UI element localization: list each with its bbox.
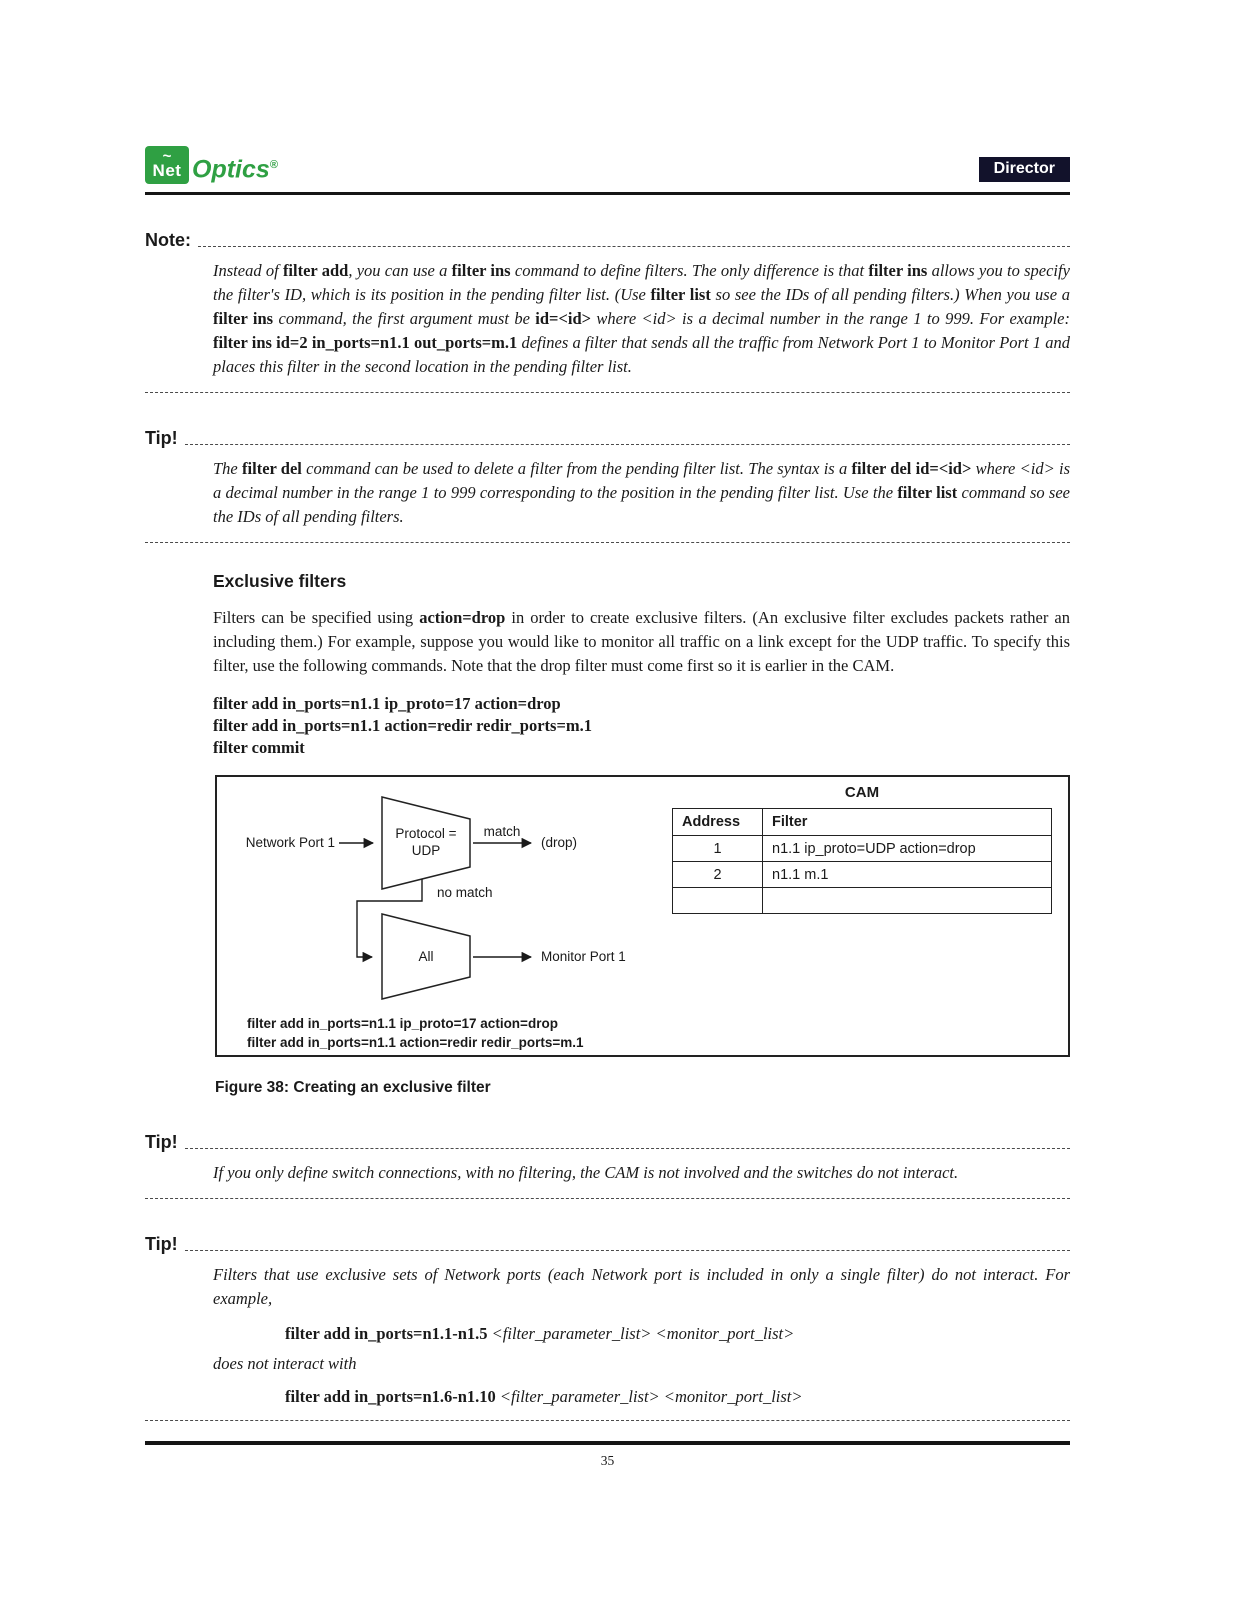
trapezoid1-label-line2: UDP (411, 843, 441, 858)
cam-cell-filter-3 (763, 888, 1052, 914)
no-match-label: no match (437, 885, 493, 900)
cam-header-filter: Filter (763, 809, 1052, 836)
table-row (673, 862, 1052, 888)
figure-command-line: filter add in_ports=n1.1 action=redir redir_ports=m.1 (247, 1035, 584, 1050)
exclusive-filters-paragraph: Filters can be specified using action=drop in order to create exclusive filters. (An exclusive filter excludes packets rather an including them.) For example, suppose you would like to monitor all traffic on a link except for the UDP traffic. To specify this filter, use the following commands. Note that the drop filter must come first so it is earlier in the CAM. (213, 608, 1071, 675)
command-line: filter add in_ports=n1.1 ip_proto=17 action=drop (213, 694, 561, 713)
figure-caption: Figure 38: Creating an exclusive filter (215, 1079, 491, 1096)
note-head-line (198, 246, 1070, 247)
note-callout (145, 231, 1070, 393)
tip1-callout (145, 429, 1070, 543)
all-label: All (418, 949, 434, 964)
monitor-port-label: Monitor Port 1 (541, 949, 626, 964)
tip2-head (145, 1133, 1070, 1151)
table-row (673, 836, 1052, 862)
match-label: match (483, 824, 521, 839)
cam-cell-address-2: 2 (673, 862, 763, 888)
tip3-separator (145, 1420, 1070, 1421)
tip3-command-line-1: filter add in_ports=n1.1-n1.5 <filter_parameter_list> <monitor_port_list> (285, 1324, 795, 1343)
command-line: filter add in_ports=n1.1 action=redir redir_ports=m.1 (213, 716, 592, 735)
tip3-middle-text: does not interact with (213, 1354, 357, 1373)
cam-cell-filter-2: n1.1 m.1 (763, 862, 1052, 888)
drop-label: (drop) (541, 835, 578, 850)
logo-net-text: Net (152, 161, 182, 180)
footer-rule (145, 1441, 1070, 1445)
logo-optics-word: Optics (192, 155, 270, 183)
tip2-head-line (185, 1148, 1070, 1149)
cam-table-header-row (673, 809, 1052, 836)
figure-command-line: filter add in_ports=n1.1 ip_proto=17 action=drop (247, 1016, 558, 1031)
tip2-callout (145, 1133, 1070, 1199)
cam-cell-address-1: 1 (673, 836, 763, 862)
note-head (145, 231, 1070, 249)
page-header (145, 146, 1070, 195)
command-block (213, 693, 1070, 759)
registered-mark: ® (269, 158, 278, 171)
note-label: Note: (145, 230, 191, 250)
logo-optics-text (192, 150, 278, 184)
page-number: 35 (600, 1453, 615, 1468)
tip1-separator (145, 542, 1070, 543)
tip3-command-line-2: filter add in_ports=n1.6-n1.10 <filter_parameter_list> <monitor_port_list> (285, 1387, 803, 1406)
tip1-head (145, 429, 1070, 447)
netoptics-logo-icon (145, 146, 189, 184)
cam-table (672, 808, 1052, 914)
note-separator (145, 392, 1070, 393)
tip1-body: The filter del command can be used to delete a filter from the pending filter list. The syntax is a filter del id=<id> where <id> is a decimal number in the range 1 to 999 corresponding to the position in the pending filter list. Use the filter list command so see the IDs of all pending filters. (213, 459, 1071, 526)
note-body: Instead of filter add, you can use a filter ins command to define filters. The only difference is that filter ins allows you to specify the filter's ID, which is its position in the pending filter list. (Use filter list so see the IDs of all pending filters.) When you use a filter ins command, the first argument must be id=<id> where <id> is a decimal number in the range 1 to 999. For example: filter ins id=2 in_ports=n1.1 out_ports=m.1 defines a filter that sends all the traffic from Network Port 1 to Monitor Port 1 and places this filter in the second location in the pending filter list. (213, 261, 1071, 376)
cam-cell-address-3 (673, 888, 763, 914)
trapezoid1-label-line1: Protocol = (395, 826, 457, 841)
tip2-body: If you only define switch connections, with no filtering, the CAM is not involved and the switches do not interact. (213, 1163, 959, 1182)
network-port-label: Network Port 1 (245, 835, 335, 850)
tip3-label: Tip! (145, 1234, 178, 1254)
command-line: filter commit (213, 738, 305, 757)
tip1-label: Tip! (145, 428, 178, 448)
section-heading-exclusive-filters: Exclusive filters (213, 571, 347, 591)
tip3-head-line (185, 1250, 1070, 1251)
table-row (673, 888, 1052, 914)
figure-command-block (247, 1014, 583, 1052)
cam-cell-filter-1: n1.1 ip_proto=UDP action=drop (763, 836, 1052, 862)
cam-header-address: Address (673, 809, 763, 836)
figure-38-diagram (215, 775, 1070, 1057)
tip3-body: Filters that use exclusive sets of Network ports (each Network port is included in only a single filter) do not interact. For example, (213, 1265, 1070, 1308)
logo-tilde-glyph: ~ (162, 148, 172, 165)
tip3-callout (145, 1235, 1070, 1421)
netoptics-logo (145, 146, 278, 184)
director-badge: Director (979, 157, 1070, 182)
tip3-head (145, 1235, 1070, 1253)
tip2-separator (145, 1198, 1070, 1199)
tip2-label: Tip! (145, 1132, 178, 1152)
tip1-head-line (185, 444, 1070, 445)
cam-title: CAM (844, 784, 880, 801)
